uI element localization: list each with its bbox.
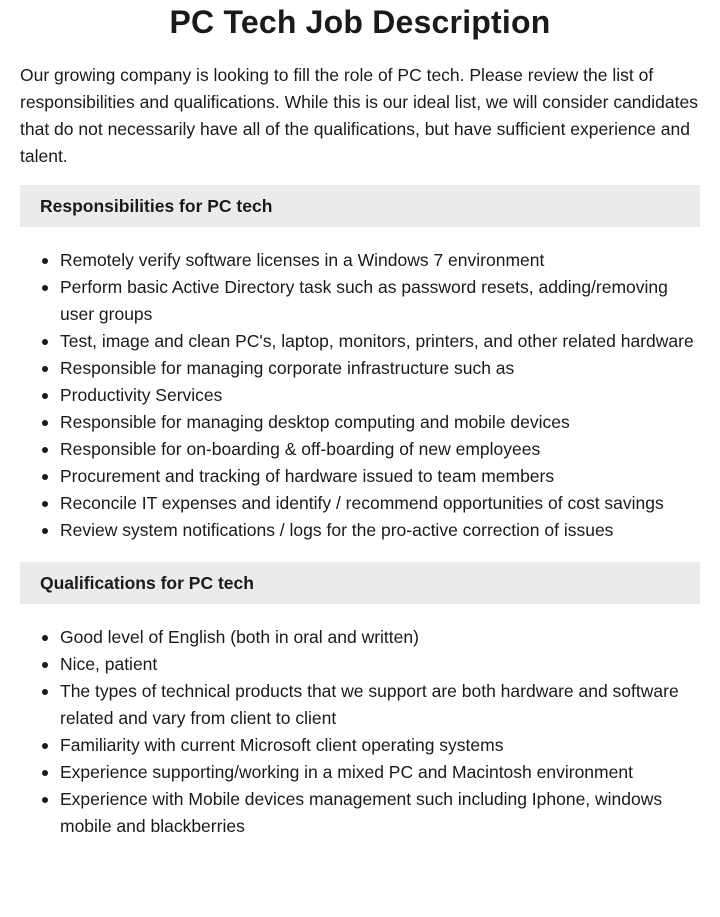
page-title: PC Tech Job Description [169,4,551,40]
list-item: Productivity Services [60,382,700,409]
responsibilities-heading: Responsibilities for PC tech [20,185,700,227]
list-item: Test, image and clean PC's, laptop, monitors, printers, and other related hardware [60,328,700,355]
responsibilities-list [20,247,700,544]
list-item: Experience supporting/working in a mixed PC and Macintosh environment [60,759,700,786]
list-item: Good level of English (both in oral and written) [60,624,700,651]
list-item: Experience with Mobile devices management such including Iphone, windows mobile and blackberries [60,786,700,840]
list-item: Responsible for managing desktop computing and mobile devices [60,409,700,436]
intro-paragraph: Our growing company is looking to fill the role of PC tech. Please review the list of responsibilities and qualifications. While this is our ideal list, we will consider candidates that do not necessarily have all of the qualifications, but have sufficient experience and talent. [20,65,698,166]
list-item: Review system notifications / logs for the pro-active correction of issues [60,517,700,544]
list-item: Remotely verify software licenses in a Windows 7 environment [60,247,700,274]
list-item: Procurement and tracking of hardware issued to team members [60,463,700,490]
list-item: Familiarity with current Microsoft client operating systems [60,732,700,759]
qualifications-list [20,624,700,840]
list-item: Responsible for on-boarding & off-boarding of new employees [60,436,700,463]
list-item: Perform basic Active Directory task such as password resets, adding/removing user groups [60,274,700,328]
list-item: Nice, patient [60,651,700,678]
list-item: The types of technical products that we support are both hardware and software related and vary from client to client [60,678,700,732]
list-item: Reconcile IT expenses and identify / recommend opportunities of cost savings [60,490,700,517]
qualifications-heading: Qualifications for PC tech [20,562,700,604]
list-item: Responsible for managing corporate infrastructure such as [60,355,700,382]
